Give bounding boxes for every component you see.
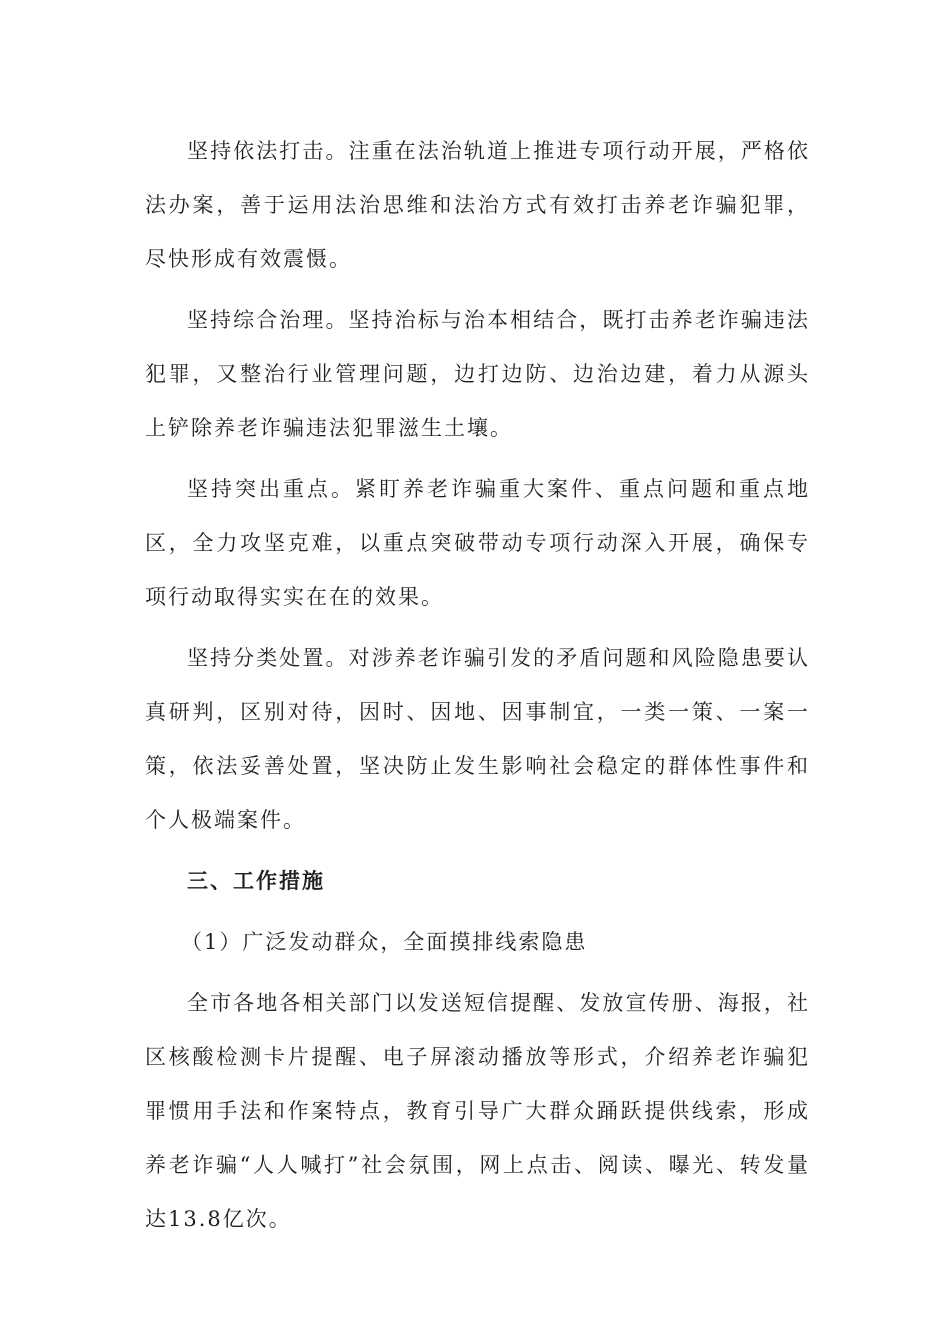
paragraph-comprehensive-governance: 坚持综合治理。坚持治标与治本相结合，既打击养老诈骗违法犯罪，又整治行业管理问题，边打边防、边治边建，着力从源头上铲除养老诈骗违法犯罪滋生土壤。 xyxy=(145,308,810,440)
section-heading: 三、工作措施 xyxy=(187,868,325,893)
subsection-heading: （1）广泛发动群众，全面摸排线索隐患 xyxy=(181,930,588,954)
document-body xyxy=(145,124,810,1253)
paragraph-classified-handling: 坚持分类处置。对涉养老诈骗引发的矛盾问题和风险隐患要认真研判，区别对待，因时、因地、因事制宜，一类一策、一案一策，依法妥善处置，坚决防止发生影响社会稳定的群体性事件和个人极端案件。 xyxy=(145,646,810,832)
paragraph-public-mobilization: 全市各地各相关部门以发送短信提醒、发放宣传册、海报，社区核酸检测卡片提醒、电子屏滚动播放等形式，介绍养老诈骗犯罪惯用手法和作案特点，教育引导广大群众踊跃提供线索，形成养老诈骗“人人喊打”社会氛围，网上点击、阅读、曝光、转发量达13.8亿次。 xyxy=(145,991,810,1231)
paragraph-key-focus: 坚持突出重点。紧盯养老诈骗重大案件、重点问题和重点地区，全力攻坚克难，以重点突破带动专项行动深入开展，确保专项行动取得实实在在的效果。 xyxy=(145,477,810,609)
paragraph-lawful-crackdown: 坚持依法打击。注重在法治轨道上推进专项行动开展，严格依法办案，善于运用法治思维和法治方式有效打击养老诈骗犯罪，尽快形成有效震慑。 xyxy=(145,139,810,271)
